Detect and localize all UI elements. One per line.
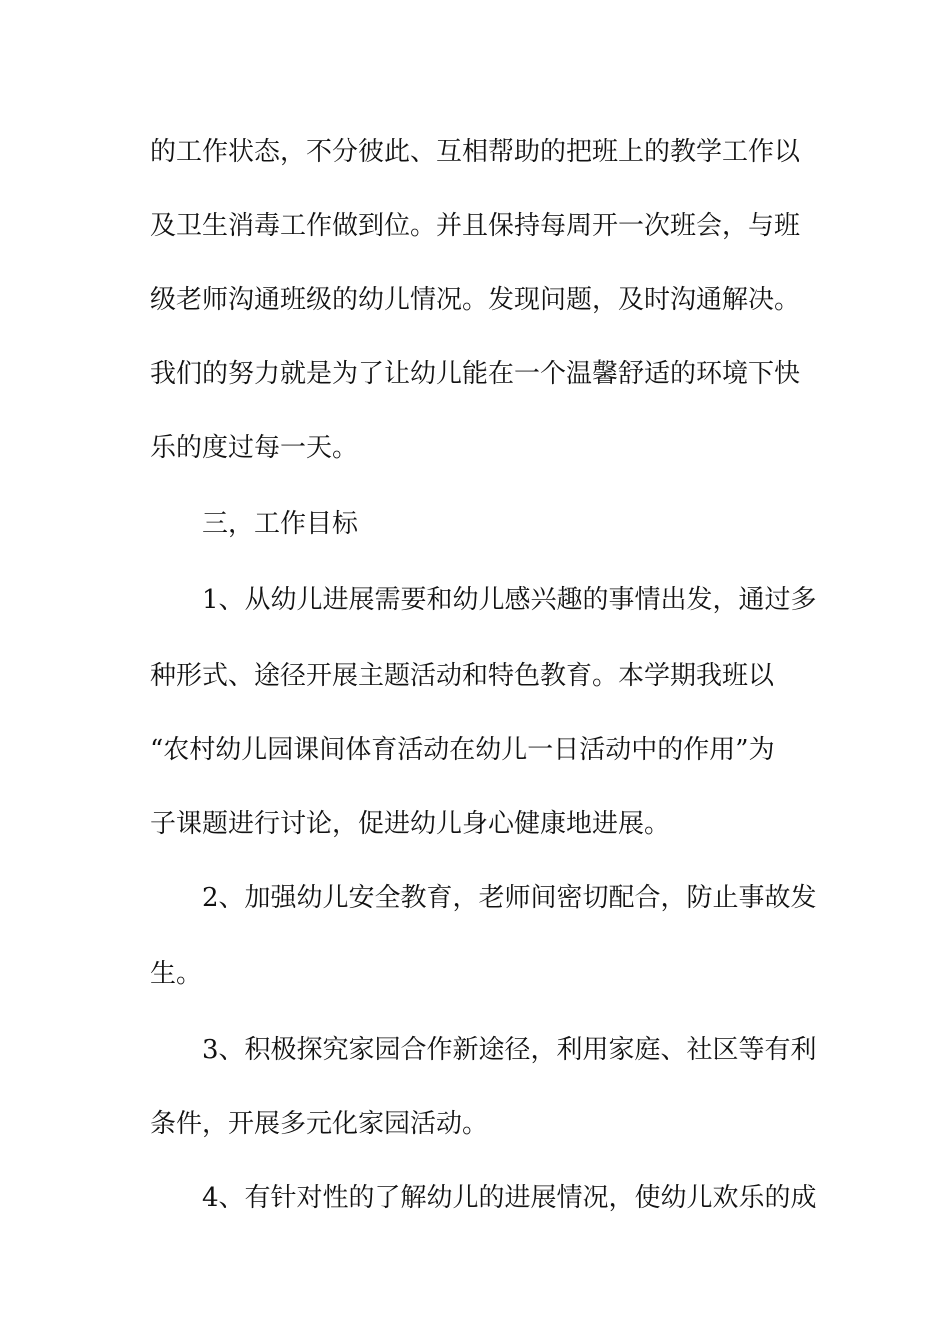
goal-item-3-line: 3、积极探究家园合作新途径，利用家庭、社区等有利 — [202, 1035, 817, 1065]
goal-item-2-line: 2、加强幼儿安全教育，老师间密切配合，防止事故发 — [202, 883, 817, 913]
goal-item-2-line: 生。 — [150, 959, 203, 989]
section-heading: 三，工作目标 — [202, 509, 359, 539]
goal-item-1-line: 子课题进行讨论，促进幼儿身心健康地进展。 — [150, 809, 671, 839]
body-text-line: 及卫生消毒工作做到位。并且保持每周开一次班会，与班 — [150, 211, 801, 241]
body-text-line: 乐的度过每一天。 — [150, 433, 359, 463]
body-text-line: 我们的努力就是为了让幼儿能在一个温馨舒适的环境下快 — [150, 359, 801, 389]
goal-item-4-line: 4、有针对性的了解幼儿的进展情况，使幼儿欢乐的成 — [202, 1183, 817, 1213]
goal-item-1-line: “农村幼儿园课间体育活动在幼儿一日活动中的作用”为 — [150, 735, 775, 765]
body-text-line: 级老师沟通班级的幼儿情况。发现问题，及时沟通解决。 — [150, 285, 801, 315]
goal-item-1-line: 1、从幼儿进展需要和幼儿感兴趣的事情出发，通过多 — [202, 585, 817, 615]
body-text-line: 的工作状态，不分彼此、互相帮助的把班上的教学工作以 — [150, 137, 801, 167]
goal-item-3-line: 条件，开展多元化家园活动。 — [150, 1109, 489, 1139]
goal-item-1-line: 种形式、途径开展主题活动和特色教育。本学期我班以 — [150, 661, 775, 691]
